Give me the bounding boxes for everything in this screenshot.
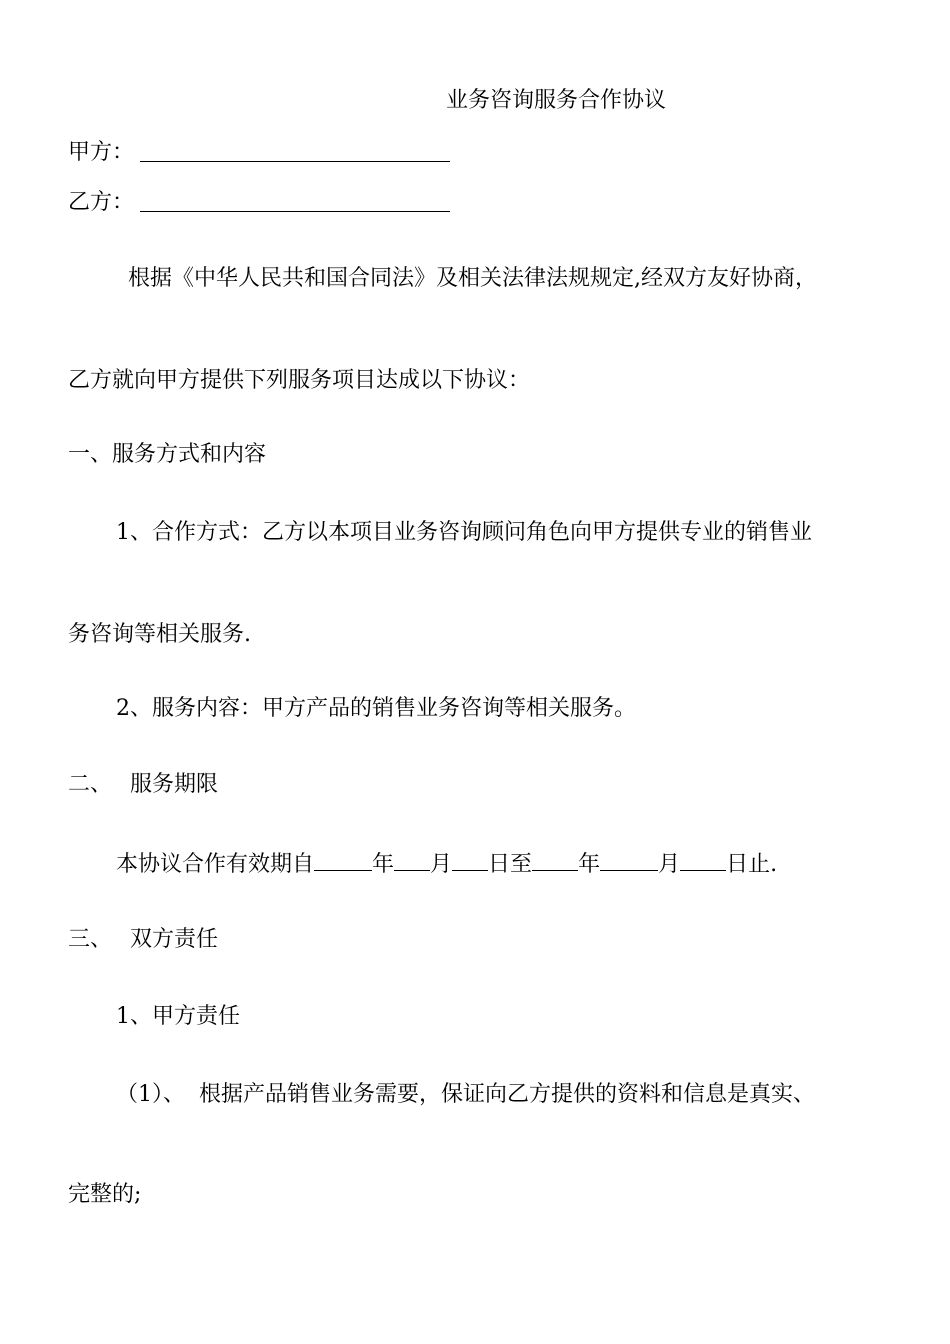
- section-3-item-1: 1、甲方责任: [116, 1004, 240, 1029]
- year-label-1: 年: [372, 852, 395, 877]
- section-1-heading: 一、服务方式和内容: [68, 442, 267, 467]
- year-blank-2: [532, 848, 578, 871]
- day-blank-1: [452, 848, 488, 871]
- month-label-2: 月: [658, 852, 681, 877]
- section-1-item-2: 2、服务内容：甲方产品的销售业务咨询等相关服务。: [116, 696, 636, 721]
- section-2-title: 服务期限: [130, 772, 219, 797]
- party-b-blank: [140, 211, 450, 212]
- party-a-blank: [140, 161, 450, 162]
- section-3-heading: [68, 925, 218, 955]
- month-label-1: 月: [430, 852, 453, 877]
- section-2-heading: [68, 770, 218, 800]
- section-1-item-1-line-1: 1、合作方式：乙方以本项目业务咨询顾问角色向甲方提供专业的销售业: [116, 520, 812, 545]
- month-blank-1: [394, 848, 430, 871]
- day-label-1: 日至: [488, 852, 533, 877]
- section-2-number: 二、: [68, 772, 113, 797]
- subitem-number: （1）、: [116, 1082, 185, 1107]
- party-a-label: 甲方：: [68, 140, 135, 165]
- day-blank-2: [680, 848, 726, 871]
- party-b-label: 乙方：: [68, 190, 135, 215]
- intro-paragraph-line-1: 根据《中华人民共和国合同法》及相关法律法规规定,经双方友好协商，: [128, 266, 817, 291]
- section-3-item-1-1-line-2: 完整的;: [68, 1182, 142, 1207]
- intro-paragraph-line-2: 乙方就向甲方提供下列服务项目达成以下协议：: [68, 368, 531, 393]
- section-3-title: 双方责任: [130, 927, 219, 952]
- section-3-item-1-1-line-1: [116, 1080, 815, 1110]
- month-blank-2: [600, 848, 658, 871]
- term-sentence: [116, 848, 777, 878]
- year-label-2: 年: [578, 852, 601, 877]
- year-blank-1: [314, 848, 372, 871]
- section-3-number: 三、: [68, 927, 113, 952]
- section-1-item-1-line-2: 务咨询等相关服务.: [68, 622, 251, 647]
- term-prefix: 本协议合作有效期自: [116, 852, 315, 877]
- day-label-2: 日止.: [726, 852, 778, 877]
- document-title: 业务咨询服务合作协议: [446, 88, 667, 113]
- subitem-text: 根据产品销售业务需要，保证向乙方提供的资料和信息是真实、: [199, 1082, 816, 1107]
